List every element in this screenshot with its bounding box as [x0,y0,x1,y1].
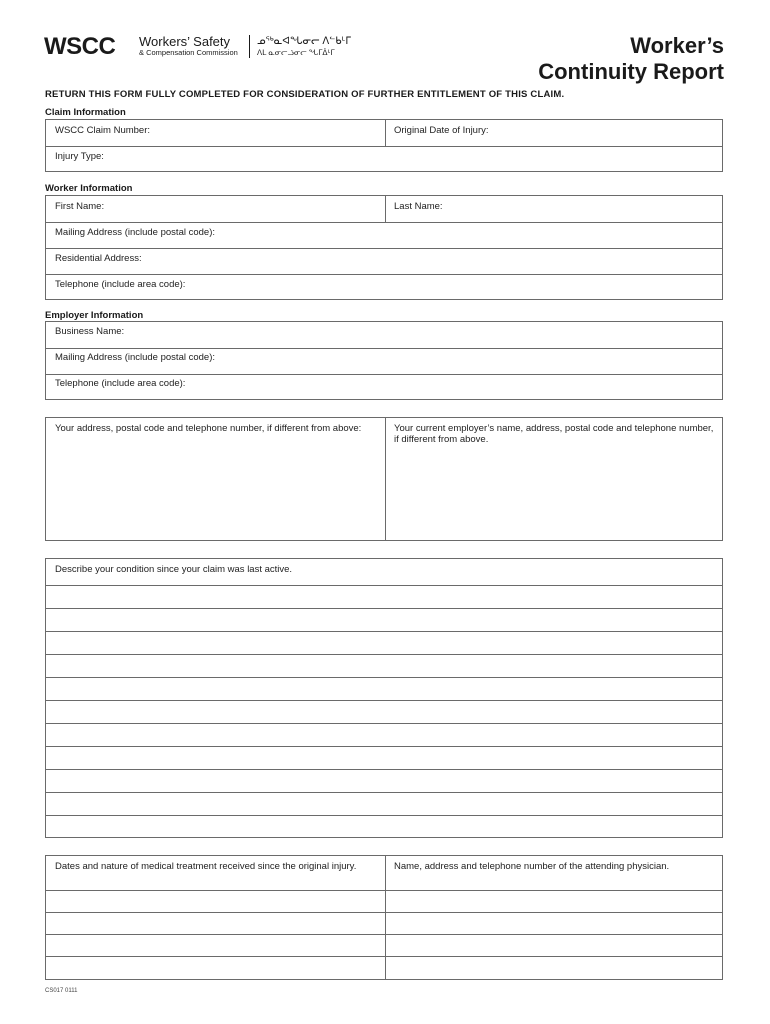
condition-line [46,792,722,793]
worker-row-divider [46,274,722,275]
title-line-2: Continuity Report [538,59,724,84]
claim-section-heading: Claim Information [45,107,126,118]
condition-line [46,585,722,586]
org-subtitle: & Compensation Commission [139,48,238,57]
worker-row-divider [46,248,722,249]
condition-line [46,677,722,678]
syllabics-name: ᓄᖅᓇᐊᖓᓂᓕ ᐱᓪᑲᒻᒥ [257,36,351,47]
employer-section-heading: Employer Information [45,310,144,321]
syllabics-subtitle: ᐱᒪ ᓇᓂᓕᓘᓂᓕ ᖓᒥᐄᒻᒥ [257,48,335,57]
employer-telephone-field[interactable]: Telephone (include area code): [55,378,186,389]
injury-type-field[interactable]: Injury Type: [55,151,104,162]
claim-info-table [45,119,723,172]
condition-table [45,558,723,838]
employer-row-divider [46,348,722,349]
claim-row-divider [46,146,722,147]
changes-col-divider [385,418,386,540]
wscc-logo: WSCC [44,33,116,60]
treatment-col-divider [385,856,386,979]
treatment-line [46,934,722,935]
org-name: Workers’ Safety [139,34,231,49]
worker-col-divider [385,196,386,222]
condition-line [46,608,722,609]
your-address-field[interactable]: Your address, postal code and telephone number, if different from above: [55,423,362,434]
employer-row-divider [46,374,722,375]
employer-info-table [45,321,723,400]
treatment-dates-field[interactable]: Dates and nature of medical treatment received since the original injury. [55,861,357,872]
condition-line [46,815,722,816]
title-line-1: Worker’s [630,33,724,58]
condition-line [46,700,722,701]
condition-line [46,769,722,770]
worker-residential-field[interactable]: Residential Address: [55,253,142,264]
worker-telephone-field[interactable]: Telephone (include area code): [55,279,186,290]
form-instruction: RETURN THIS FORM FULLY COMPLETED FOR CONSIDERATION OF FURTHER ENTITLEMENT OF THIS CLAIM. [45,89,565,100]
claim-col-divider [385,120,386,146]
physician-field[interactable]: Name, address and telephone number of the attending physician. [394,861,670,872]
first-name-field[interactable]: First Name: [55,201,105,212]
employer-address-field[interactable]: Your current employer’s name, address, postal code and telephone number, if different from above. [394,423,714,445]
last-name-field[interactable]: Last Name: [394,201,443,212]
document-number: CS017 0111 [45,988,78,994]
worker-mailing-field[interactable]: Mailing Address (include postal code): [55,227,216,238]
worker-section-heading: Worker Information [45,183,133,194]
condition-description-field[interactable]: Describe your condition since your claim was last active. [55,564,293,575]
condition-line [46,723,722,724]
condition-line [46,746,722,747]
treatment-line [46,912,722,913]
address-changes-table [45,417,723,541]
business-name-field[interactable]: Business Name: [55,326,125,337]
treatment-line [46,890,722,891]
logo-divider [249,35,250,58]
form-title [538,33,724,85]
employer-mailing-field[interactable]: Mailing Address (include postal code): [55,352,216,363]
treatment-table [45,855,723,980]
injury-date-field[interactable]: Original Date of Injury: [394,125,489,136]
worker-row-divider [46,222,722,223]
condition-line [46,631,722,632]
condition-line [46,654,722,655]
treatment-line [46,956,722,957]
claim-number-field[interactable]: WSCC Claim Number: [55,125,151,136]
worker-info-table [45,195,723,300]
